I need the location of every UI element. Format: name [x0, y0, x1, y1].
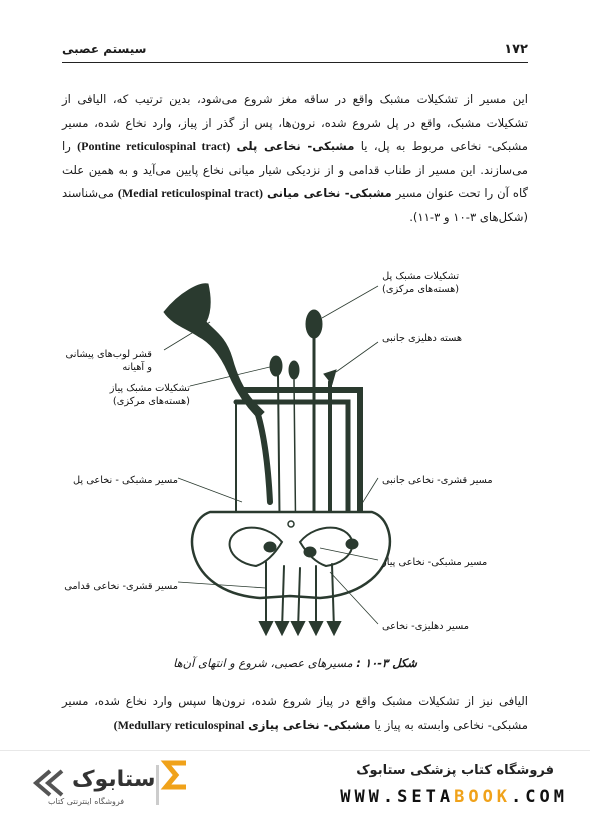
- cortex-tract: [256, 408, 270, 502]
- term-medial: مشبکی- نخاعی میانی: [266, 186, 392, 201]
- label-lateral-vestibular: هسته دهلیزی جانبی: [382, 333, 463, 344]
- page-number: ۱۷۲: [504, 42, 528, 57]
- label-pontine-reticulospinal: مسیر مشبکی - نخاعی پل: [72, 475, 178, 486]
- label-cortex: قشر لوب‌های پیشانی و آهیانه: [65, 349, 152, 373]
- store-footer: [0, 750, 590, 817]
- figure-caption: [62, 656, 528, 670]
- term-medial-en: (Medial reticulospinal tract): [117, 186, 263, 201]
- motor-neuron-right: [304, 547, 316, 557]
- page-header: [62, 40, 528, 63]
- motor-neuron-right-2: [346, 539, 358, 549]
- medulla-reticular-cell-1: [270, 356, 282, 376]
- caption-label: شکل ۳-۱۰ :: [356, 656, 417, 670]
- paragraph-1: [62, 88, 528, 230]
- central-canal: [288, 521, 294, 527]
- term-pontine-en: (Pontine reticulospinal tract): [77, 139, 231, 154]
- p1-end: می‌شناسند (شکل‌های ۳-۱۰ و ۳-۱۱).: [62, 186, 528, 224]
- term-medullary-en: (Medullary reticulospinal: [113, 717, 245, 732]
- p1-intro: این مسیر از تشکیلات مشبک واقع در ساقه مغز شروع می‌شود، بدین ترتیب که، الیافی از تشکیلات مشبک، واقع در پل شروع شده، نرون‌ها، پس از گذر از پیاز، وارد نخاع شده، مسیر مشبکی- نخاعی مربوط به پل، یا: [62, 92, 529, 154]
- label-medullary-reticulospinal: مسیر مشبکی- نخاعی پیاز: [382, 557, 488, 568]
- term-medullary: مشبکی- نخاعی پیازی: [248, 717, 371, 732]
- logo-text: ستابوک: [72, 767, 156, 792]
- leader-vestibular: [336, 342, 378, 372]
- motor-neuron-left: [264, 542, 276, 552]
- store-name: فروشگاه کتاب پزشکی ستابوک: [356, 763, 554, 778]
- p1-mid: را می‌سازند. این مسیر از طناب قدامی و از نزدیکی شیار میانی نخاع پایین می‌آید و به همین علت گاه آن را تحت عنوان مسیر: [62, 139, 529, 201]
- logo-subtitle: فروشگاه اینترنتی کتاب: [48, 797, 125, 806]
- label-vestibulospinal: مسیر دهلیزی- نخاعی: [382, 621, 469, 632]
- label-medulla-reticular: تشکیلات مشبک پیاز (هسته‌های مرکزی): [109, 383, 190, 407]
- neural-pathways-figure: [60, 262, 530, 650]
- chapter-title: سیستم عصبی: [62, 42, 147, 56]
- leader-pontine-rs: [178, 478, 242, 502]
- pons-reticular-cell: [306, 310, 322, 338]
- label-pons-reticular: تشکیلات مشبک پل (هسته‌های مرکزی): [382, 271, 460, 295]
- caption-text: مسیرهای عصبی، شروع و انتهای آن‌ها: [173, 656, 357, 670]
- label-lateral-corticospinal: مسیر قشری- نخاعی جانبی: [382, 475, 493, 486]
- leader-pons: [322, 286, 378, 318]
- medulla-reticular-cell-2: [289, 361, 299, 379]
- p2-intro: الیافی نیز از تشکیلات مشبک واقع در پیاز شروع شده، نرون‌ها سپس وارد نخاع شده، مسیر مشبکی- نخاعی وابسته به پیاز یا: [62, 694, 528, 732]
- paragraph-2: [62, 690, 528, 737]
- label-anterior-corticospinal: مسیر قشری- نخاعی قدامی: [64, 581, 178, 592]
- term-pontine: مشبکی- نخاعی پلی: [236, 139, 355, 154]
- store-url[interactable]: WWW.SETABOOK.COM: [340, 787, 568, 807]
